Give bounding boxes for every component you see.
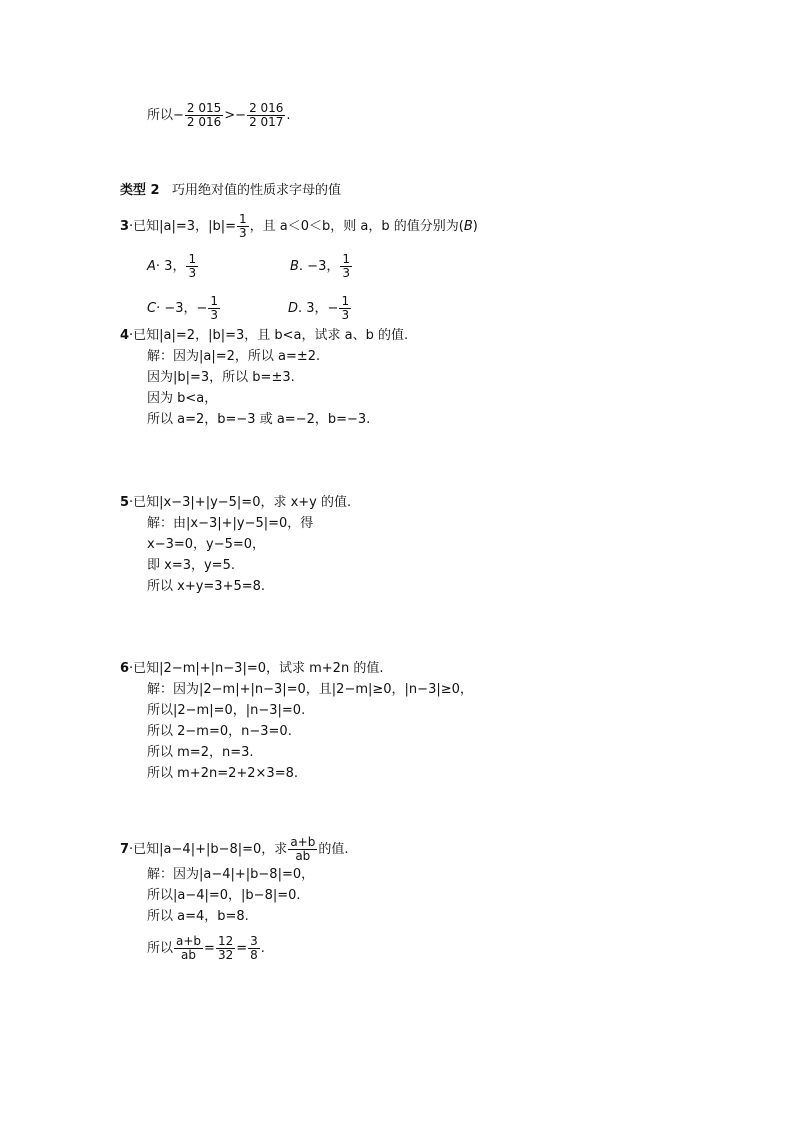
q7-text-b: 的值. (318, 842, 349, 857)
q7-final-fraction-2 (216, 935, 235, 962)
q7-final-line (147, 935, 265, 962)
q6-number: 6 (120, 661, 130, 676)
q3-option-d-text: . 3，− (298, 301, 339, 316)
q7-final-fraction-2-denominator: 32 (217, 948, 234, 962)
q5-solution-line: 所以 x+y=3+5=8. (147, 579, 266, 594)
q6-solution-line: 解：因为|2−m|+|n−3|=0，且|2−m|≥0，|n−3|≥0， (147, 682, 473, 697)
question-4 (120, 327, 408, 345)
q6-text: ·已知|2−m|+|n−3|=0，试求 m+2n 的值. (129, 661, 384, 676)
q3-option-d (288, 295, 352, 322)
q7-fraction (288, 836, 317, 863)
q3-option-a (147, 253, 199, 280)
q3-option-c-fraction (208, 295, 220, 322)
q3-text-a: ·已知|a|=3，|b|= (129, 219, 236, 234)
q3-option-b-fraction (340, 253, 352, 280)
q3-option-b-text: . −3， (298, 259, 340, 274)
q5-text: ·已知|x−3|+|y−5|=0，求 x+y 的值. (129, 495, 352, 510)
q3-option-a-text: · 3， (155, 259, 186, 274)
q3-text-b: ，且 a＜0＜b，则 a，b 的值分别为( (249, 219, 464, 234)
q7-equals-1: = (204, 941, 215, 956)
q3-option-a-denominator: 3 (188, 266, 197, 280)
q3-option-b-label: B (290, 259, 299, 274)
q4-solution-line: 解：因为|a|=2，所以 a=±2. (147, 349, 321, 364)
q3-option-c-text: · −3，− (156, 301, 208, 316)
question-5 (120, 494, 351, 512)
q3-option-c-label: C (147, 301, 157, 316)
q3-option-d-fraction (339, 295, 351, 322)
q7-final-fraction-3-denominator: 8 (250, 948, 258, 962)
q6-solution-line: 所以|2−m|=0，|n−3|=0. (147, 703, 306, 718)
top-fraction-1-denominator: 2 016 (186, 115, 222, 129)
q3-option-d-label: D (288, 301, 299, 316)
q7-text-a: ·已知|a−4|+|b−8|=0，求 (129, 842, 288, 857)
q7-final-fraction-1-numerator: a+b (176, 934, 202, 948)
q6-solution-line: 所以 2−m=0，n−3=0. (147, 724, 292, 739)
q4-number: 4 (120, 328, 130, 343)
q3-answer: B (463, 219, 473, 234)
q7-fraction-denominator: ab (295, 849, 311, 863)
q7-solution-line: 解：因为|a−4|+|b−8|=0， (147, 867, 315, 882)
q5-solution-line: 解：由|x−3|+|y−5|=0，得 (147, 516, 314, 531)
top-suffix: . (286, 108, 291, 123)
q7-final-fraction-1 (174, 935, 203, 962)
section-title: 巧用绝对值的性质求字母的值 (171, 183, 341, 198)
q7-final-fraction-1-denominator: ab (181, 948, 197, 962)
q7-solution-line: 所以 a=4，b=8. (147, 909, 249, 924)
q5-number: 5 (120, 495, 130, 510)
q3-option-b (290, 253, 353, 280)
question-3 (120, 213, 478, 240)
q7-fraction-numerator: a+b (290, 835, 316, 849)
q3-option-c-denominator: 3 (210, 308, 219, 322)
top-fraction-2 (247, 102, 285, 129)
q3-option-b-numerator: 1 (342, 252, 350, 266)
q5-solution-line: 即 x=3，y=5. (147, 558, 235, 573)
question-6 (120, 660, 383, 678)
top-fraction-1-numerator: 2 015 (186, 101, 222, 115)
q3-option-d-denominator: 3 (341, 308, 350, 322)
q4-solution-line: 因为|b|=3，所以 b=±3. (147, 370, 295, 385)
q7-solution-line: 所以|a−4|=0，|b−8|=0. (147, 888, 301, 903)
top-comparison (147, 102, 291, 129)
q3-text-c: ) (472, 219, 478, 234)
q3-fraction (237, 213, 249, 240)
q7-final-fraction-3-numerator: 3 (250, 934, 258, 948)
q7-number: 7 (120, 842, 130, 857)
q3-number: 3 (120, 219, 130, 234)
top-mid: >− (224, 108, 247, 123)
question-7 (120, 836, 348, 863)
q3-option-a-label: A (147, 259, 156, 274)
q3-option-b-denominator: 3 (342, 266, 350, 280)
q4-solution-line: 所以 a=2，b=−3 或 a=−2，b=−3. (147, 412, 371, 427)
q6-solution-line: 所以 m+2n=2+2×3=8. (147, 766, 298, 781)
q7-final-prefix: 所以 (147, 941, 174, 956)
q3-option-c-numerator: 1 (210, 294, 219, 308)
top-fraction-2-numerator: 2 016 (249, 101, 284, 115)
q7-final-fraction-2-numerator: 12 (217, 934, 234, 948)
q3-option-a-fraction (186, 253, 198, 280)
q5-solution-line: x−3=0，y−5=0， (147, 537, 266, 552)
q3-fraction-denominator: 3 (238, 226, 247, 240)
q7-final-fraction-3 (248, 935, 260, 962)
q4-solution-line: 因为 b<a， (147, 391, 218, 406)
top-fraction-2-denominator: 2 017 (249, 115, 284, 129)
section-heading (120, 182, 341, 200)
q6-solution-line: 所以 m=2，n=3. (147, 745, 254, 760)
q3-fraction-numerator: 1 (238, 212, 247, 226)
q7-equals-2: = (236, 941, 248, 956)
q3-option-a-numerator: 1 (188, 252, 197, 266)
top-fraction-1 (185, 102, 223, 129)
top-prefix: 所以− (147, 108, 184, 123)
section-label: 类型 2 (120, 183, 160, 198)
q7-final-end: . (260, 941, 265, 956)
q3-option-d-numerator: 1 (341, 294, 350, 308)
q4-text: ·已知|a|=2，|b|=3，且 b<a，试求 a、b 的值. (129, 328, 409, 343)
q3-option-c (147, 295, 221, 322)
